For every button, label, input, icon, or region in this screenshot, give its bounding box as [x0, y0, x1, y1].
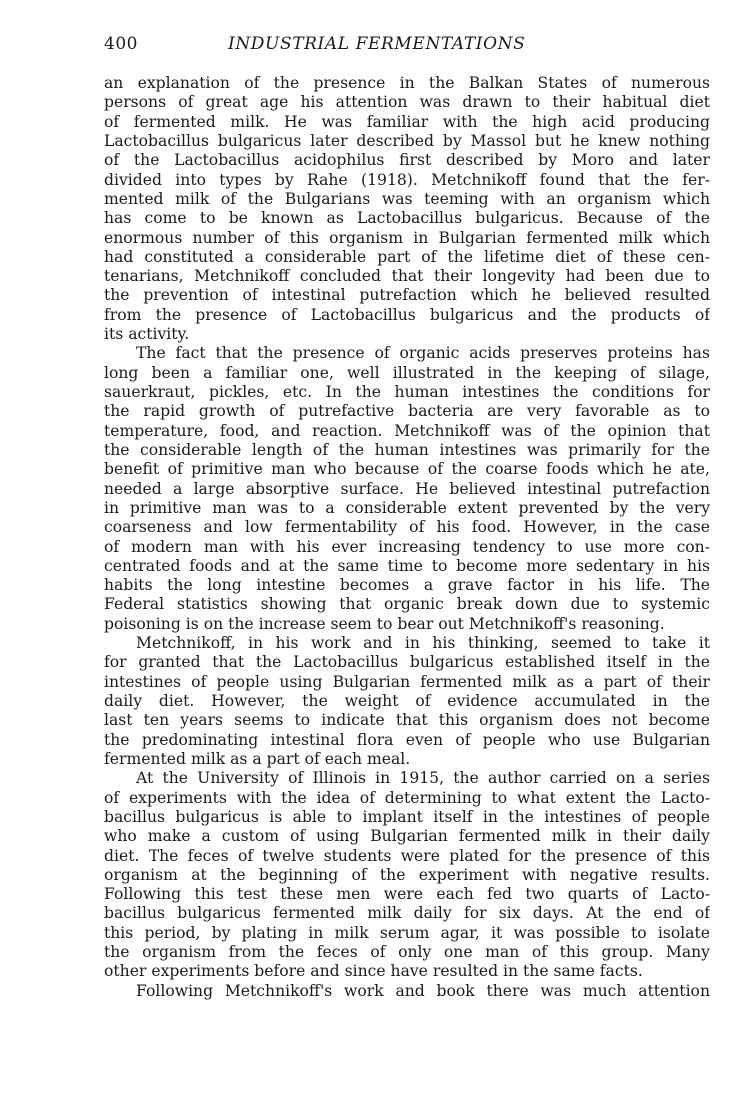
text-line: the considerable length of the human intestines was primarily for the	[104, 440, 710, 459]
text-line: bacillus bulgaricus fermented milk daily for six days. At the end of	[104, 904, 710, 923]
text-line: the prevention of intestinal putrefaction which he believed resulted	[104, 286, 710, 305]
text-line: the predominating intestinal flora even of people who use Bulgarian	[104, 730, 710, 749]
text-line: centrated foods and at the same time to become more sedentary in his	[104, 556, 710, 575]
text-line: habits the long intestine becomes a grave factor in his life. The	[104, 576, 710, 595]
text-line: of the Lactobacillus acidophilus first described by Moro and later	[104, 151, 710, 170]
text-line: tenarians, Metchnikoff concluded that their longevity had been due to	[104, 267, 710, 286]
text-line: enormous number of this organism in Bulgarian fermented milk which	[104, 228, 710, 247]
text-line: of experiments with the idea of determining to what extent the Lacto-	[104, 788, 710, 807]
text-line: who make a custom of using Bulgarian fermented milk in their daily	[104, 827, 710, 846]
text-line: last ten years seems to indicate that this organism does not become	[104, 711, 710, 730]
text-line: organism at the beginning of the experiment with negative results.	[104, 865, 710, 884]
text-line: mented milk of the Bulgarians was teeming with an organism which	[104, 189, 710, 208]
body-text	[104, 74, 710, 1001]
text-line: of modern man with his ever increasing tendency to use more con-	[104, 537, 710, 556]
page-number: 400	[104, 34, 138, 54]
text-line: sauerkraut, pickles, etc. In the human intestines the conditions for	[104, 383, 710, 401]
text-line: fermented milk as a part of each meal.	[104, 749, 411, 768]
running-head	[104, 34, 710, 58]
text-line: needed a large absorptive surface. He believed intestinal putrefaction	[104, 479, 710, 498]
text-line: the organism from the feces of only one man of this group. Many	[104, 943, 710, 962]
text-line: Lactobacillus bulgaricus later described by Massol but he knew nothing	[104, 131, 710, 150]
text-line: persons of great age his attention was drawn to their habitual diet	[104, 93, 710, 112]
text-line: in primitive man was to a considerable extent prevented by the very	[104, 498, 710, 517]
text-line: daily diet. However, the weight of evidence accumulated in the	[104, 692, 710, 710]
text-line: Following this test these men were each fed two quarts of Lacto-	[104, 885, 710, 904]
text-line: the rapid growth of putrefactive bacteria are very favorable as to	[104, 402, 710, 421]
text-line: has come to be known as Lactobacillus bulgaricus. Because of the	[104, 209, 710, 228]
text-line: an explanation of the presence in the Balkan States of numerous	[104, 74, 710, 92]
text-line: The fact that the presence of organic acids preserves proteins has	[136, 344, 710, 363]
text-line: of fermented milk. He was familiar with the high acid producing	[104, 112, 710, 131]
text-line: diet. The feces of twelve students were plated for the presence of this	[104, 846, 710, 865]
text-line: temperature, food, and reaction. Metchnikoff was of the opinion that	[104, 421, 710, 440]
text-line: had constituted a considerable part of the lifetime diet of these cen-	[104, 247, 710, 266]
text-line: intestines of people using Bulgarian fermented milk as a part of their	[104, 672, 710, 691]
text-line: poisoning is on the increase seem to bear out Metchnikoff's reasoning.	[104, 614, 665, 633]
running-title: INDUSTRIAL FERMENTATIONS	[228, 34, 526, 54]
text-line: for granted that the Lactobacillus bulgaricus established itself in the	[104, 653, 710, 672]
text-line: divided into types by Rahe (1918). Metchnikoff found that the fer-	[104, 170, 710, 189]
text-line: Metchnikoff, in his work and in his thinking, seemed to take it	[136, 634, 710, 653]
text-line: its activity.	[104, 325, 190, 344]
text-line: benefit of primitive man who because of the coarse foods which he ate,	[104, 460, 710, 479]
text-line: Following Metchnikoff's work and book there was much attention	[136, 981, 710, 1000]
text-line: other experiments before and since have resulted in the same facts.	[104, 962, 643, 981]
text-line: At the University of Illinois in 1915, the author carried on a series	[136, 769, 710, 788]
text-line: coarseness and low fermentability of his food. However, in the case	[104, 518, 710, 537]
text-line: this period, by plating in milk serum agar, it was possible to isolate	[104, 923, 710, 942]
text-line: long been a familiar one, well illustrated in the keeping of silage,	[104, 363, 710, 382]
text-line: Federal statistics showing that organic break down due to systemic	[104, 595, 710, 614]
text-line: bacillus bulgaricus is able to implant itself in the intestines of people	[104, 807, 710, 826]
text-line: from the presence of Lactobacillus bulgaricus and the products of	[104, 305, 710, 324]
